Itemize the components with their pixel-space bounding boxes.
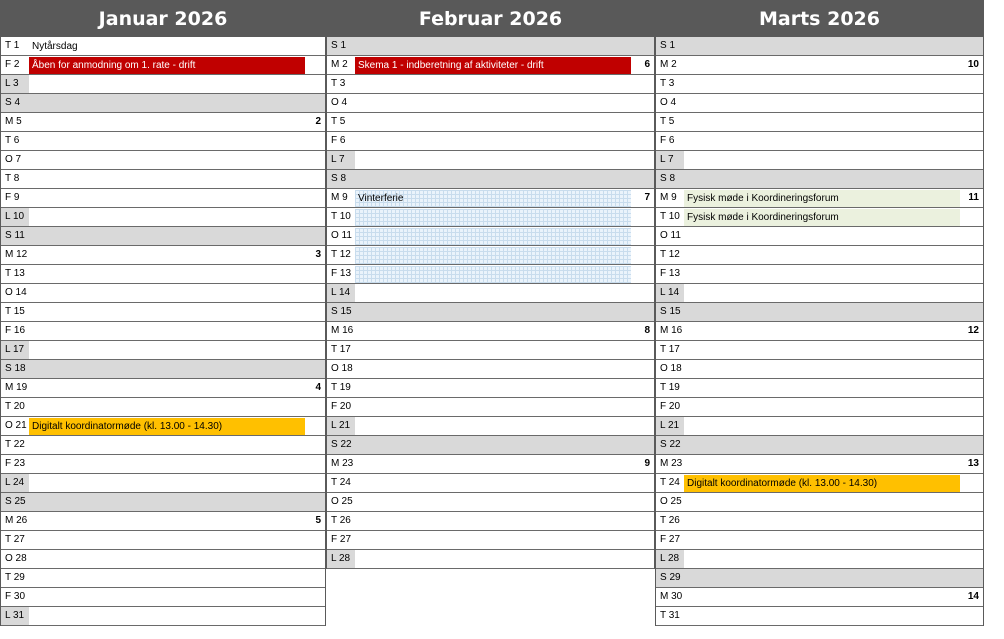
day-label: T 20 xyxy=(5,401,25,412)
day-label: M 9 xyxy=(331,192,348,203)
month-title: Februar 2026 xyxy=(326,0,655,37)
day-label: T 13 xyxy=(5,268,25,279)
day-row[interactable] xyxy=(1,189,325,208)
day-row[interactable] xyxy=(1,132,325,151)
day-row[interactable] xyxy=(656,436,983,455)
calendar-event[interactable] xyxy=(355,247,631,264)
day-row[interactable] xyxy=(327,341,654,360)
day-label: F 20 xyxy=(660,401,681,412)
day-label: T 22 xyxy=(5,439,25,450)
day-label: T 27 xyxy=(5,534,25,545)
day-row[interactable] xyxy=(1,474,325,493)
day-label: T 26 xyxy=(331,515,351,526)
day-label: F 30 xyxy=(5,591,26,602)
day-label: O 4 xyxy=(660,97,677,108)
day-label: M 16 xyxy=(331,325,354,336)
day-row[interactable] xyxy=(656,379,983,398)
day-list xyxy=(326,37,655,569)
day-label: O 18 xyxy=(660,363,682,374)
day-label: M 2 xyxy=(331,59,348,70)
day-row[interactable] xyxy=(327,303,654,322)
day-list xyxy=(0,37,326,626)
day-row[interactable] xyxy=(327,512,654,531)
day-label: L 7 xyxy=(656,151,684,169)
day-label: S 18 xyxy=(5,363,26,374)
day-label: M 23 xyxy=(660,458,683,469)
day-row[interactable] xyxy=(327,417,654,436)
day-label: S 8 xyxy=(331,173,347,184)
day-row[interactable] xyxy=(327,265,654,284)
day-label: T 5 xyxy=(660,116,675,127)
day-row[interactable] xyxy=(656,170,983,189)
day-label: O 4 xyxy=(331,97,348,108)
day-label: S 1 xyxy=(331,40,347,51)
day-label: O 21 xyxy=(5,420,27,431)
day-row[interactable] xyxy=(1,227,325,246)
day-row[interactable] xyxy=(656,607,983,626)
day-row[interactable] xyxy=(656,493,983,512)
week-number: 6 xyxy=(644,59,650,70)
day-label: L 14 xyxy=(656,284,684,302)
day-label: T 6 xyxy=(5,135,20,146)
day-label: F 13 xyxy=(660,268,681,279)
day-label: F 20 xyxy=(331,401,352,412)
day-label: S 11 xyxy=(5,230,25,241)
day-label: L 28 xyxy=(327,550,355,568)
week-number: 8 xyxy=(644,325,650,336)
day-label: M 23 xyxy=(331,458,354,469)
day-label: T 10 xyxy=(331,211,351,222)
day-row[interactable] xyxy=(327,170,654,189)
day-row[interactable] xyxy=(327,37,654,56)
day-row[interactable] xyxy=(327,360,654,379)
day-label: O 25 xyxy=(331,496,353,507)
day-row[interactable] xyxy=(327,113,654,132)
day-label: F 23 xyxy=(5,458,26,469)
day-row[interactable] xyxy=(1,379,325,398)
day-row[interactable] xyxy=(1,322,325,341)
month-column xyxy=(326,0,655,569)
day-row[interactable] xyxy=(1,341,325,360)
day-row[interactable] xyxy=(1,246,325,265)
day-row[interactable] xyxy=(1,607,325,626)
day-label: L 3 xyxy=(1,75,29,93)
calendar-event[interactable]: Digitalt koordinatormøde (kl. 13.00 - 14.30) xyxy=(29,418,305,435)
day-label: T 8 xyxy=(5,173,20,184)
day-row[interactable] xyxy=(327,189,654,208)
day-row[interactable] xyxy=(327,208,654,227)
day-label: L 21 xyxy=(327,417,355,435)
day-label: O 28 xyxy=(5,553,27,564)
day-label: S 22 xyxy=(660,439,681,450)
day-row[interactable] xyxy=(1,303,325,322)
day-label: T 3 xyxy=(660,78,675,89)
day-row[interactable] xyxy=(656,417,983,436)
day-row[interactable] xyxy=(656,56,983,75)
day-row[interactable] xyxy=(327,322,654,341)
day-row[interactable] xyxy=(1,170,325,189)
day-row[interactable] xyxy=(1,417,325,436)
month-title: Marts 2026 xyxy=(655,0,984,37)
day-row[interactable] xyxy=(1,284,325,303)
day-row[interactable] xyxy=(656,398,983,417)
day-row[interactable] xyxy=(1,360,325,379)
week-number: 3 xyxy=(315,249,321,260)
day-row[interactable] xyxy=(327,493,654,512)
calendar-event[interactable]: Fysisk møde i Koordineringsforum xyxy=(684,209,960,226)
week-number: 11 xyxy=(968,192,979,203)
day-label: M 12 xyxy=(5,249,28,260)
week-number: 4 xyxy=(315,382,321,393)
day-label: T 1 xyxy=(5,40,20,51)
day-label: M 16 xyxy=(660,325,683,336)
day-label: F 6 xyxy=(660,135,675,146)
day-label: T 3 xyxy=(331,78,346,89)
week-number: 5 xyxy=(315,515,321,526)
week-number: 14 xyxy=(967,591,979,602)
day-row[interactable] xyxy=(656,189,983,208)
day-row[interactable] xyxy=(656,512,983,531)
day-row[interactable] xyxy=(1,208,325,227)
day-row[interactable] xyxy=(1,550,325,569)
day-row[interactable] xyxy=(327,398,654,417)
day-label: T 12 xyxy=(660,249,680,260)
day-label: F 27 xyxy=(331,534,352,545)
day-label: S 29 xyxy=(660,572,681,583)
calendar-event[interactable]: Nytårsdag xyxy=(32,41,78,52)
day-row[interactable] xyxy=(327,455,654,474)
day-label: M 19 xyxy=(5,382,28,393)
day-row[interactable] xyxy=(656,37,983,56)
day-label: T 15 xyxy=(5,306,25,317)
week-number: 7 xyxy=(644,192,650,203)
day-label: M 5 xyxy=(5,116,22,127)
calendar-event[interactable]: Åben for anmodning om 1. rate - drift xyxy=(29,57,305,74)
day-label: L 10 xyxy=(1,208,29,226)
day-row[interactable] xyxy=(656,550,983,569)
day-label: M 26 xyxy=(5,515,28,526)
day-label: T 10 xyxy=(660,211,680,222)
day-label: T 17 xyxy=(660,344,680,355)
week-number: 13 xyxy=(967,458,979,469)
day-row[interactable] xyxy=(656,75,983,94)
day-row[interactable] xyxy=(656,284,983,303)
day-row[interactable] xyxy=(1,56,325,75)
week-number: 2 xyxy=(315,116,321,127)
day-label: S 8 xyxy=(660,173,676,184)
day-row[interactable] xyxy=(656,341,983,360)
day-label: O 14 xyxy=(5,287,27,298)
day-label: O 18 xyxy=(331,363,353,374)
day-list xyxy=(655,37,984,626)
day-row[interactable] xyxy=(656,569,983,588)
day-row[interactable] xyxy=(656,474,983,493)
day-row[interactable] xyxy=(656,360,983,379)
day-row[interactable] xyxy=(1,531,325,550)
day-row[interactable] xyxy=(656,94,983,113)
day-label: L 31 xyxy=(1,607,29,625)
day-label: O 25 xyxy=(660,496,682,507)
day-label: L 28 xyxy=(656,550,684,568)
day-label: L 7 xyxy=(327,151,355,169)
day-row[interactable] xyxy=(656,113,983,132)
day-row[interactable] xyxy=(1,37,325,56)
calendar-event[interactable] xyxy=(355,228,631,245)
day-label: L 17 xyxy=(1,341,29,359)
day-row[interactable] xyxy=(1,493,325,512)
calendar-event[interactable] xyxy=(355,266,631,283)
day-row[interactable] xyxy=(327,94,654,113)
day-row[interactable] xyxy=(1,398,325,417)
week-number: 9 xyxy=(644,458,650,469)
day-row[interactable] xyxy=(1,94,325,113)
month-column xyxy=(0,0,326,626)
month-column xyxy=(655,0,984,626)
calendar-event[interactable] xyxy=(355,209,631,226)
day-row[interactable] xyxy=(327,132,654,151)
day-label: T 31 xyxy=(660,610,680,621)
day-row[interactable] xyxy=(327,531,654,550)
month-title: Januar 2026 xyxy=(0,0,326,37)
day-row[interactable] xyxy=(1,512,325,531)
day-label: F 27 xyxy=(660,534,681,545)
day-label: T 17 xyxy=(331,344,351,355)
calendar-event[interactable]: Digitalt koordinatormøde (kl. 13.00 - 14.30) xyxy=(684,475,960,492)
week-number: 10 xyxy=(967,59,979,70)
day-row[interactable] xyxy=(1,455,325,474)
day-row[interactable] xyxy=(656,531,983,550)
day-label: T 5 xyxy=(331,116,346,127)
day-label: S 15 xyxy=(660,306,681,317)
day-label: T 12 xyxy=(331,249,351,260)
day-row[interactable] xyxy=(327,379,654,398)
day-label: F 9 xyxy=(5,192,20,203)
calendar-event[interactable]: Skema 1 - indberetning af aktiviteter - drift xyxy=(355,57,631,74)
day-label: O 7 xyxy=(5,154,22,165)
day-label: T 19 xyxy=(331,382,351,393)
day-label: M 9 xyxy=(660,192,677,203)
day-row[interactable] xyxy=(656,322,983,341)
day-row[interactable] xyxy=(656,227,983,246)
calendar-event[interactable]: Vinterferie xyxy=(355,190,631,207)
day-row[interactable] xyxy=(656,208,983,227)
day-row[interactable] xyxy=(656,303,983,322)
day-row[interactable] xyxy=(1,436,325,455)
day-row[interactable] xyxy=(327,436,654,455)
calendar-event[interactable]: Fysisk møde i Koordineringsforum xyxy=(684,190,960,207)
day-label: F 2 xyxy=(5,59,20,70)
day-row[interactable] xyxy=(1,151,325,170)
day-row[interactable] xyxy=(656,455,983,474)
week-number: 12 xyxy=(967,325,979,336)
day-label: S 25 xyxy=(5,496,26,507)
day-label: F 16 xyxy=(5,325,26,336)
day-label: O 11 xyxy=(660,230,681,241)
day-row[interactable] xyxy=(656,588,983,607)
day-row[interactable] xyxy=(327,246,654,265)
day-label: S 22 xyxy=(331,439,352,450)
day-row[interactable] xyxy=(1,569,325,588)
day-label: M 2 xyxy=(660,59,677,70)
day-row[interactable] xyxy=(1,113,325,132)
day-row[interactable] xyxy=(656,265,983,284)
day-row[interactable] xyxy=(1,265,325,284)
day-row[interactable] xyxy=(656,151,983,170)
day-row[interactable] xyxy=(327,227,654,246)
day-row[interactable] xyxy=(327,56,654,75)
day-label: L 14 xyxy=(327,284,355,302)
day-label: L 24 xyxy=(1,474,29,492)
day-label: T 24 xyxy=(331,477,351,488)
day-row[interactable] xyxy=(656,132,983,151)
day-label: L 21 xyxy=(656,417,684,435)
day-label: S 4 xyxy=(5,97,21,108)
day-label: S 1 xyxy=(660,40,676,51)
day-row[interactable] xyxy=(327,550,654,569)
day-label: F 6 xyxy=(331,135,346,146)
day-row[interactable] xyxy=(656,246,983,265)
day-label: S 15 xyxy=(331,306,352,317)
day-label: T 24 xyxy=(660,477,680,488)
day-label: F 13 xyxy=(331,268,352,279)
day-label: T 26 xyxy=(660,515,680,526)
day-row[interactable] xyxy=(1,588,325,607)
day-label: O 11 xyxy=(331,230,352,241)
day-row[interactable] xyxy=(327,151,654,170)
day-label: T 29 xyxy=(5,572,25,583)
day-row[interactable] xyxy=(327,284,654,303)
day-row[interactable] xyxy=(327,474,654,493)
day-label: M 30 xyxy=(660,591,683,602)
day-label: T 19 xyxy=(660,382,680,393)
day-row[interactable] xyxy=(1,75,325,94)
day-row[interactable] xyxy=(327,75,654,94)
